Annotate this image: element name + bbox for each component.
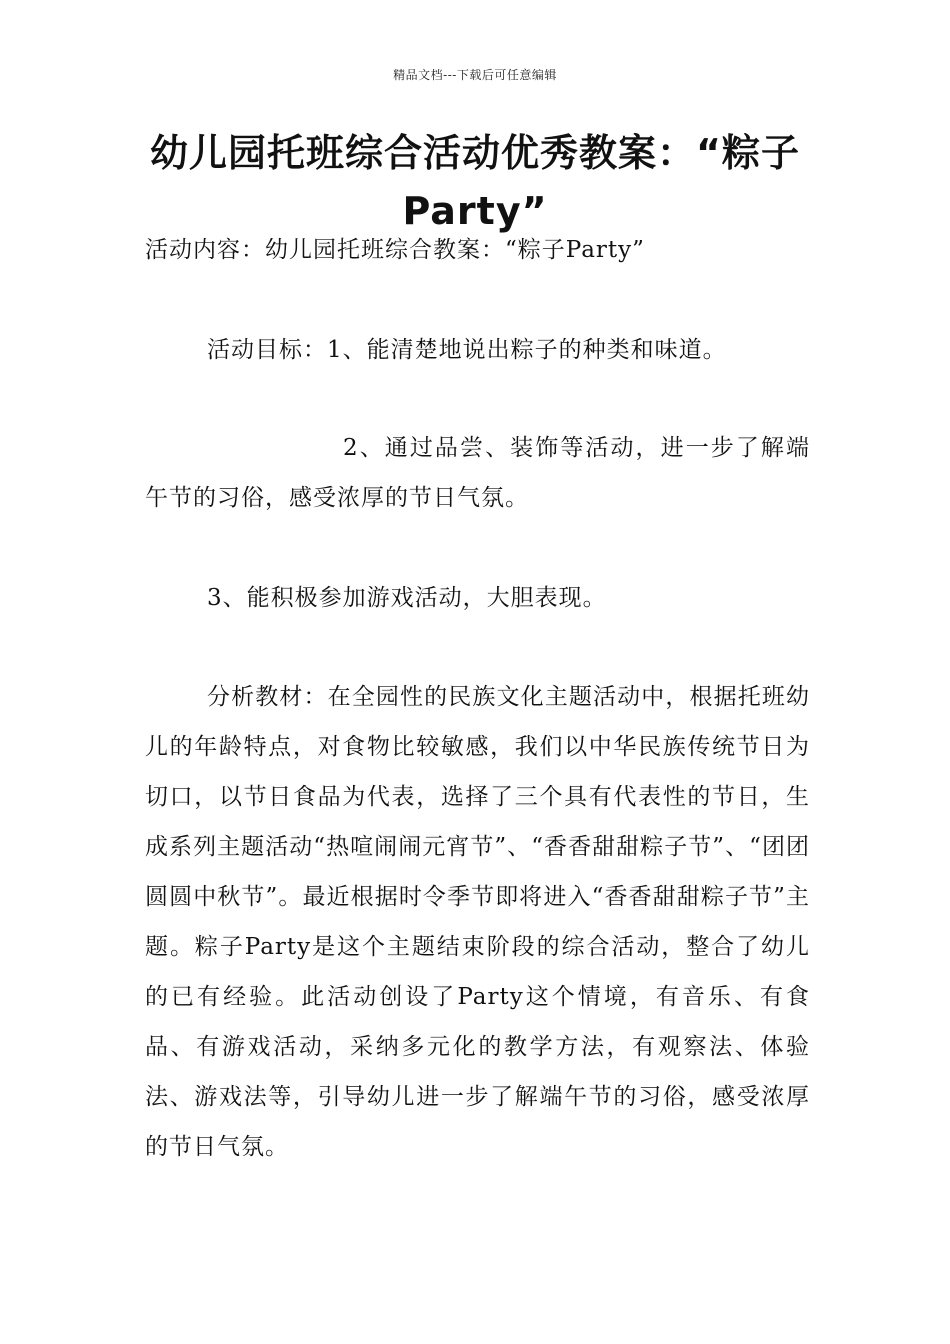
document-title: 幼儿园托班综合活动优秀教案：“粽子Party” (150, 131, 800, 233)
activity-goal-3: 3、能积极参加游戏活动，大胆表现。 (207, 585, 607, 611)
activity-goal-1: 活动目标：1、能清楚地说出粽子的种类和味道。 (207, 337, 727, 363)
activity-goal-2: 2、通过品尝、装饰等活动，进一步了解端午节的习俗，感受浓厚的节日气氛。 (145, 435, 810, 511)
material-analysis-paragraph: 分析教材：在全园性的民族文化主题活动中，根据托班幼儿的年龄特点，对食物比较敏感，我们以中华民族传统节日为切口，以节日食品为代表，选择了三个具有代表性的节日，生成系列主题活动“热喧闹闹元宵节”、“香香甜甜粽子节”、“团团圆圆中秋节”。最近根据时令季节即将进入“香香甜甜粽子节”主题。粽子Party是这个主题结束阶段的综合活动，整合了幼儿的已有经验。此活动创设了Party这个情境，有音乐、有食品、有游戏活动，采纳多元化的教学方法，有观察法、体验法、游戏法等，引导幼儿进一步了解端午节的习俗，感受浓厚的节日气氛。 (145, 684, 810, 1160)
activity-content-line: 活动内容：幼儿园托班综合教案：“粽子Party” (145, 237, 645, 263)
header-note: 精品文档---下载后可任意编辑 (393, 68, 557, 82)
